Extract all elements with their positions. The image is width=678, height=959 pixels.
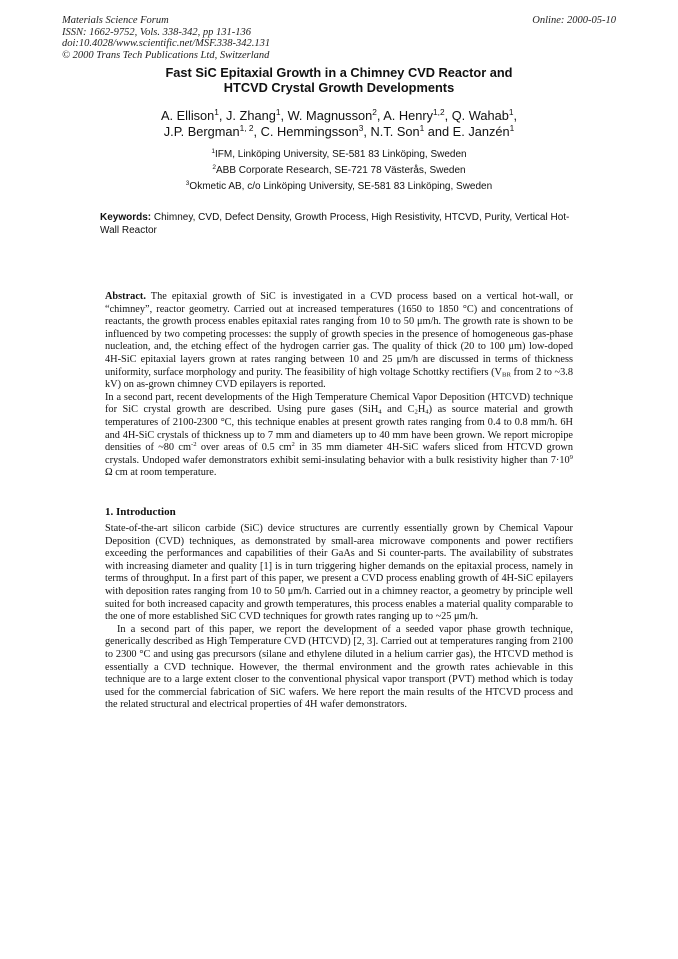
online-date: Online: 2000-05-10 [532, 15, 616, 26]
affiliation-3: $^3$Okmetic AB, c/o Linköping University, SE-581 83 Linköping, Sweden [185, 180, 493, 193]
journal-name: Materials Science Forum [62, 15, 169, 26]
copyright-line: © 2000 Trans Tech Publications Ltd, Switzerland [62, 49, 270, 61]
keywords-label: Keywords: [100, 212, 152, 223]
abstract-paragraph-1: Abstract. The epitaxial growth of SiC is investigated in a CVD process based on a vertical hot-wall, or “chimney”, reactor geometry. Carried out at increased temperatures (1650 to 1850 °C) and concentrations of reactants, the growth process enables epitaxial rates ranging from 10 to 50 μm/h. The growth rate is shown to be influenced by two competing processes: the supply of growth species in the presence of homogeneous gas-phase nucleation, and, the etching effect of the hydrogen carrier gas. The quality of thick (20 to 100 μm) low-doped 4H-SiC epitaxial layers grown at rates ranging between 10 and 25 μm/h are discussed in terms of thickness uniformity, surface morphology and purity. The feasibility of high voltage Schottky rectifiers ($V_{BR}$ from 2 to ~3.8 kV) on as-grown chimney CVD epilayers is reported. [105, 291, 573, 391]
affiliation-1: $^1$IFM, Linköping University, SE-581 83 Linköping, Sweden [211, 148, 467, 160]
title-line-1: Fast SiC Epitaxial Growth in a Chimney CVD Reactor and [165, 65, 513, 80]
intro-paragraph-2: In a second part of this paper, we report the development of a seeded vapor phase growth technique, generically described as High Temperature CVD (HTCVD) [2, 3]. Carried out at temperatures ranging from 2100 to 2300 °C and using gas precursors (silane and ethylene diluted in a helium carrier gas), the HTCVD method is essentially a CVD technique. However, the thermal environment and the growth rates achievable in this technique are to a large extent closer to the conventional physical vapor transport (PVT) method which is today used for the commercial fabrication of SiC wafers. We here report the main results of the HTCVD process and the related structural and electrical properties of 4H wafer demonstrators. [105, 623, 573, 711]
doi-link[interactable]: doi:10.4028/www.scientific.net/MSF.338-342.131 [62, 38, 271, 50]
keywords-text: Chimney, CVD, Defect Density, Growth Process, High Resistivity, HTCVD, Purity, Vertical Hot-Wall Reactor [100, 212, 570, 236]
author-line-2: J.P. Bergman$^{1, 2}$, C. Hemmingsson$^3$, N.T. Son$^1$ and E. Janzén$^1$ [163, 122, 515, 139]
section-heading: 1. Introduction [105, 506, 176, 518]
abstract-paragraph-2: In a second part, recent developments of the High Temperature Chemical Vapor Deposition (HTCVD) technique for SiC crystal growth are described. Using pure gases (SiH$_4$ and $C_2H_4$) as source material and growth temperatures of 2100-2300 °C, this technique enables at present growth rates ranging from 0.4 to 0.8 mm/h. 6H and 4H-SiC crystals of thickness up to 7 mm and diameters up to 40 mm have been grown. We report micropipe densities of ~80 $cm^{-2}$ over areas of 0.5 $cm^2$ in 35 mm diameter 4H-SiC wafers sliced from HTCVD grown crystals. Undoped wafer demonstrators exhibit semi-insulating behavior with a bulk resistivity higher than $7\cdot 10^9$ Ω cm at room temperature. [105, 391, 573, 479]
author-list [80, 108, 598, 139]
paper-title [100, 65, 578, 95]
introduction-body [105, 523, 573, 712]
title-line-2: HTCVD Crystal Growth Developments [223, 80, 455, 95]
keywords [100, 212, 580, 237]
journal-header [62, 15, 482, 61]
abstract-label: Abstract. [105, 291, 146, 302]
affiliations [90, 147, 588, 196]
abstract [105, 291, 573, 480]
issn-line: ISSN: 1662-9752, Vols. 338-342, pp 131-136 [62, 26, 251, 38]
intro-paragraph-1: State-of-the-art silicon carbide (SiC) device structures are currently essentially grown by Chemical Vapour Deposition (CVD) techniques, as demonstrated by small-area microwave components and power rectifiers exceeding the performances and capabilities of their GaAs and Si counter-parts. The availability of substrates with increasing diameter and quality [1] is in turn triggering higher demands on the epitaxial process, namely in terms of throughput. In a first part of this paper, we present a CVD process enabling growth of 4H-SiC epilayers with deposition rates ranging from 10 to 50 μm/h. Carried out in a chimney reactor, a geometry by principle well suited for both increased capacity and growth temperatures, this process enables a material quality comparable to the one of more established SiC CVD techniques for growth rates ranging up to ~25 μm/h. [105, 523, 573, 623]
affiliation-2: $^2$ABB Corporate Research, SE-721 78 Västerås, Sweden [212, 164, 466, 177]
author-line-1: A. Ellison$^1$, J. Zhang$^1$, W. Magnusson$^2$, A. Henry$^{1,2}$, Q. Wahab$^1$, [160, 107, 518, 123]
